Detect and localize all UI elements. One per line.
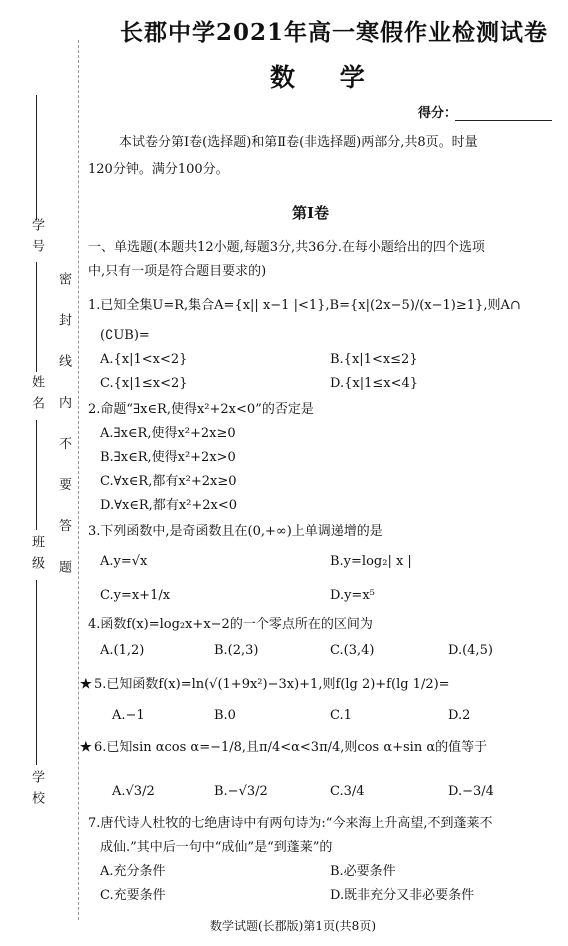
q7-stem-2: 成仙.”其中后一句中“成仙”是“到蓬莱”的 (100, 840, 333, 855)
q3-option-b: B.y=log₂| x | (330, 554, 412, 569)
q1-option-c: C.{x|1≤x<2} (100, 376, 188, 391)
margin-label-xuehao: 学 号 (29, 218, 44, 255)
q2-option-d: D.∀x∈R,都有x²+2x<0 (100, 498, 238, 513)
q7-stem-1: 7.唐代诗人杜牧的七绝唐诗中有两句诗为:“今来海上升高望,不到蓬莱不 (88, 816, 493, 831)
q5-stem: 5.已知函数f(x)=ln(√(1+9x²)−3x)+1,则f(lg 2)+f(lg 1/2)= (94, 677, 450, 692)
q6-option-a: A.√3/2 (112, 784, 155, 799)
q6-option-c: C.3/4 (330, 784, 365, 799)
margin-label-xingming: 姓 名 (29, 375, 44, 412)
seal-notice: 密 封 线 内 不 要 答 题 (56, 272, 71, 585)
margin-label-xuexiao: 学 校 (29, 770, 44, 807)
q5-option-b: B.0 (214, 708, 236, 723)
section-heading-2: 中,只有一项是符合题目要求的) (88, 264, 267, 279)
margin-line-1 (36, 95, 37, 220)
q1-stem-2: (∁UB)= (100, 328, 150, 343)
q2-option-a: A.∃x∈R,使得x²+2x≥0 (100, 426, 236, 441)
score-blank-line (455, 120, 552, 121)
q3-option-a: A.y=√x (100, 554, 148, 569)
q4-option-a: A.(1,2) (100, 643, 145, 658)
q1-option-d: D.{x|1≤x<4} (330, 376, 419, 391)
q4-option-d: D.(4,5) (448, 643, 493, 658)
q3-stem: 3.下列函数中,是奇函数且在(0,+∞)上单调递增的是 (88, 524, 383, 539)
q2-option-b: B.∃x∈R,使得x²+2x>0 (100, 450, 236, 465)
q7-option-b: B.必要条件 (330, 864, 396, 879)
margin-line-2 (36, 262, 37, 372)
q7-option-a: A.充分条件 (100, 864, 166, 879)
q3-option-d: D.y=x⁵ (330, 588, 375, 603)
q4-stem: 4.函数f(x)=log₂x+x−2的一个零点所在的区间为 (88, 617, 373, 632)
q1-stem-1: 1.已知全集U=R,集合A={x|| x−1 |<1},B={x|(2x−5)/(x−1)≥1},则A∩ (88, 298, 521, 313)
intro-line-1: 本试卷分第Ⅰ卷(选择题)和第Ⅱ卷(非选择题)两部分,共8页。时量 (119, 135, 478, 150)
q2-option-c: C.∀x∈R,都有x²+2x≥0 (100, 474, 237, 489)
q2-stem: 2.命题“∃x∈R,使得x²+2x<0”的否定是 (88, 402, 314, 417)
page-footer: 数学试题(长郡版)第1页(共8页) (210, 919, 376, 933)
subject-title: 数 学 (270, 63, 383, 92)
q5-star-icon: ★ (80, 677, 92, 692)
q3-option-c: C.y=x+1/x (100, 588, 171, 603)
q4-option-c: C.(3,4) (330, 643, 375, 658)
q7-option-d: D.既非充分又非必要条件 (330, 888, 475, 903)
q6-option-d: D.−3/4 (448, 784, 494, 799)
q6-stem: 6.已知sin αcos α=−1/8,且π/4<α<3π/4,则cos α+sin α的值等于 (94, 740, 488, 755)
section-heading-1: 一、单选题(本题共12小题,每题3分,共36分.在每小题给出的四个选项 (88, 240, 485, 255)
intro-line-2: 120分钟。满分100分。 (88, 162, 229, 177)
section-title: 第Ⅰ卷 (292, 204, 330, 222)
margin-line-4 (36, 580, 37, 765)
q5-option-c: C.1 (330, 708, 352, 723)
q5-option-d: D.2 (448, 708, 471, 723)
q1-option-b: B.{x|1<x≤2} (330, 352, 418, 367)
q1-option-a: A.{x|1<x<2} (100, 352, 188, 367)
q5-option-a: A.−1 (112, 708, 145, 723)
q6-star-icon: ★ (80, 740, 92, 755)
score-label: 得分： (418, 106, 458, 121)
seal-dash-line (78, 40, 79, 920)
exam-title: 长郡中学2021年高一寒假作业检测试卷 (120, 19, 549, 46)
q7-option-c: C.充要条件 (100, 888, 166, 903)
q6-option-b: B.−√3/2 (214, 784, 268, 799)
margin-line-3 (36, 420, 37, 530)
q4-option-b: B.(2,3) (214, 643, 259, 658)
margin-label-banji: 班 级 (29, 535, 44, 572)
